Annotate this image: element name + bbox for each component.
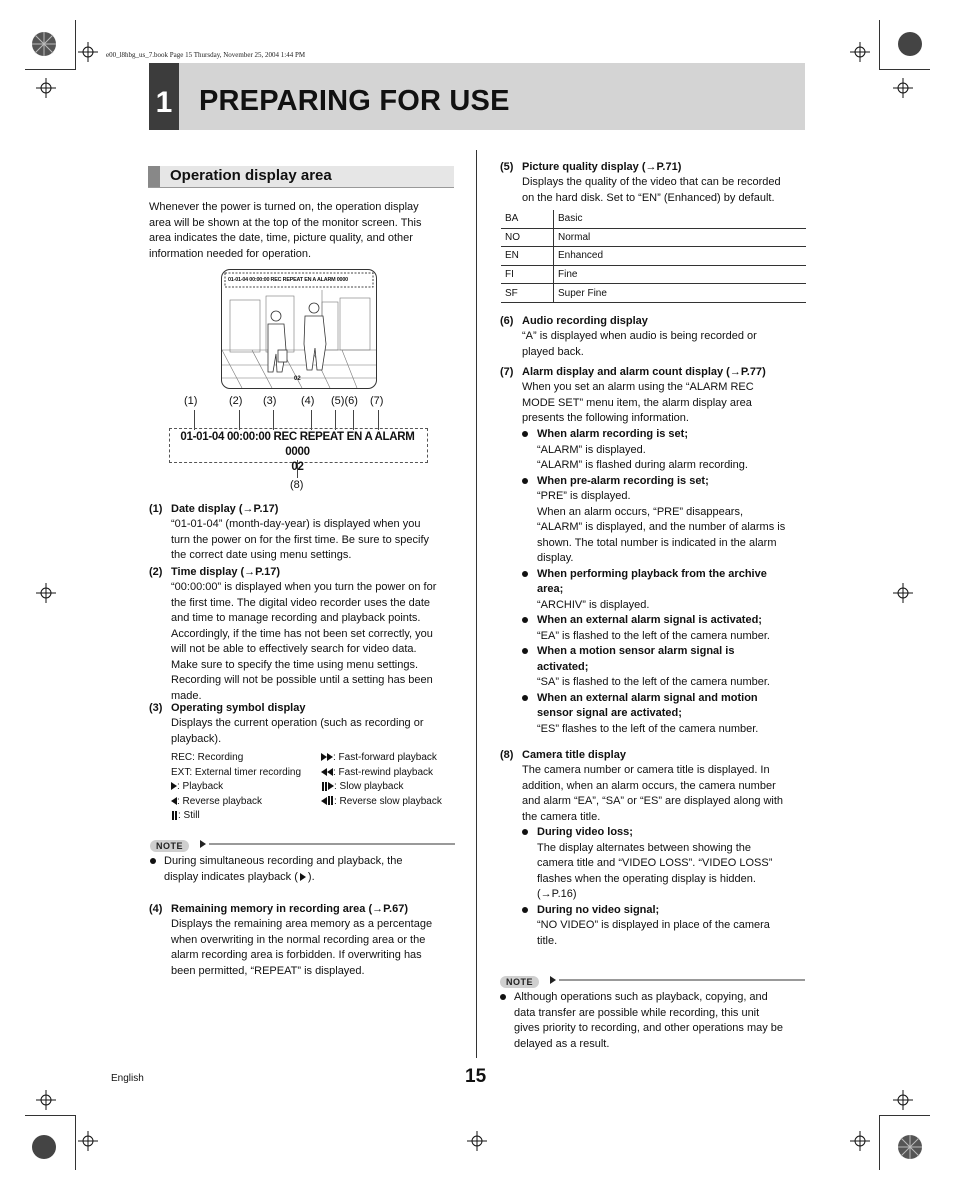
crop-mark — [75, 1115, 76, 1170]
callout-leader — [353, 410, 354, 430]
crosshair-icon — [850, 42, 870, 62]
note-rule — [559, 979, 805, 981]
callout-1: (1) — [184, 395, 198, 407]
bullet-icon — [522, 695, 528, 701]
item-remaining-memory: (4) Remaining memory in recording area (→P.67) Displays the remaining area memory as a percentage when overwriting in the normal recording area or the alarm recording area is forbidden. If overwriting has been permitted, “REPEAT” is displayed. — [149, 903, 433, 977]
list-item: When performing playback from the archive area; “ARCHIV” is displayed. — [522, 567, 812, 614]
registration-mark-icon — [30, 30, 58, 58]
bullet-icon — [522, 478, 528, 484]
crop-mark — [880, 69, 930, 70]
crosshair-icon — [893, 1090, 913, 1110]
bullet-icon — [522, 648, 528, 654]
crop-mark — [879, 1115, 880, 1170]
chapter-number: 1 — [149, 63, 179, 130]
bullet-icon — [522, 907, 528, 913]
callout-7: (7) — [370, 395, 384, 407]
list-item: When an external alarm signal is activated; “EA” is flashed to the left of the camera number. — [522, 613, 812, 644]
page-number: 15 — [465, 1066, 487, 1087]
item-picture-quality: (5) Picture quality display (→P.71) Displays the quality of the video that can be recorded on the hard disk. Set to “EN” (Enhanced) by default. — [500, 161, 781, 204]
bullet-icon — [522, 571, 528, 577]
crosshair-icon — [36, 583, 56, 603]
bullet-icon — [522, 617, 528, 623]
symbols-left-column: REC: Recording EXT: External timer recording : Playback : Reverse playback : Still — [171, 752, 302, 821]
callout-3: (3) — [263, 395, 277, 407]
callout-4: (4) — [301, 395, 315, 407]
table-row: SF Super Fine — [501, 284, 806, 303]
chapter-title: PREPARING FOR USE — [199, 85, 510, 117]
screen-camera-number: 02 — [294, 376, 301, 382]
list-item: When an external alarm signal and motion sensor signal are activated; “ES” flashes to the left of the camera number. — [522, 691, 812, 738]
callout-leader — [239, 410, 240, 430]
list-item: When pre-alarm recording is set; “PRE” is displayed. When an alarm occurs, “PRE” disappears, “ALARM” is displayed, and the number of alarms is shown. The total number is indicated in the alarm display. — [522, 474, 812, 567]
column-divider — [476, 150, 477, 1058]
bullet-icon — [500, 994, 506, 1000]
slow-play-icon — [321, 782, 328, 791]
footer-language: English — [111, 1073, 144, 1084]
callout-leader — [311, 410, 312, 430]
note-arrow-icon — [550, 976, 556, 984]
crosshair-icon — [893, 583, 913, 603]
book-meta-line: e00_l8hbg_us_7.book Page 15 Thursday, November 25, 2004 1:44 PM — [106, 51, 306, 59]
item-operating-symbol-display: (3) Operating symbol display Displays the current operation (such as recording or playback). — [149, 702, 424, 745]
list-item: When a motion sensor alarm signal is activated; “SA” is flashed to the left of the camera number. — [522, 644, 812, 691]
crosshair-icon — [36, 1090, 56, 1110]
crop-mark — [879, 20, 880, 70]
list-item: When alarm recording is set; “ALARM” is displayed. “ALARM” is flashed during alarm recording. — [522, 427, 812, 474]
camera-title-bullets — [522, 825, 812, 949]
table-row: BA Basic — [501, 210, 806, 228]
alarm-bullets — [522, 427, 812, 737]
crop-mark — [75, 20, 76, 70]
bullet-icon — [522, 829, 528, 835]
symbols-right-column: : Fast-forward playback : Fast-rewind playback : Slow playback : Reverse slow playback — [321, 751, 456, 809]
screen-osd-text: 01-01-04 00:00:00 REC REPEAT EN A ALARM 0000 — [228, 277, 348, 283]
crosshair-icon — [78, 1131, 98, 1151]
note-rule — [209, 843, 455, 845]
pause-icon — [171, 811, 178, 820]
callout-5-6: (5)(6) — [331, 395, 358, 407]
crop-mark — [25, 69, 75, 70]
item-camera-title: (8) Camera title display The camera number or camera title is displayed. In addition, when an alarm occurs, the camera number and alarm “EA”, “SA” or “ES” are displayed along with the camera title. — [500, 749, 784, 823]
item-alarm-display: (7) Alarm display and alarm count display (→P.77) When you set an alarm using the “ALARM REC MODE SET” menu item, the alarm display area presents the following information. — [500, 366, 766, 424]
callout-2: (2) — [229, 395, 243, 407]
table-row: NO Normal — [501, 228, 806, 247]
monitor-illustration — [221, 269, 377, 389]
note-arrow-icon — [200, 840, 206, 848]
table-row: EN Enhanced — [501, 247, 806, 266]
bullet-icon — [522, 431, 528, 437]
section-heading-marker — [148, 166, 160, 187]
note-label: NOTE — [150, 836, 189, 854]
callout-leader — [378, 410, 379, 430]
registration-mark-icon — [896, 1133, 924, 1161]
crosshair-icon — [36, 78, 56, 98]
callout-leader — [194, 410, 195, 430]
registration-mark-icon — [30, 1133, 58, 1161]
crosshair-icon — [850, 1131, 870, 1151]
note-label: NOTE — [500, 972, 539, 990]
registration-mark-icon — [896, 30, 924, 58]
item-audio-recording: (6) Audio recording display “A” is displayed when audio is being recorded or played back. — [500, 315, 757, 358]
intro-paragraph: Whenever the power is turned on, the operation display area will be shown at the top of the monitor screen. This area indicates the date, time, picture quality, and other information needed for operation. — [149, 201, 422, 260]
osd-enlarged-text: 01-01-04 00:00:00 REC REPEAT EN A ALARM 0000 02 — [180, 431, 415, 473]
section-title: Operation display area — [170, 167, 332, 184]
table-row: FI Fine — [501, 265, 806, 284]
play-icon — [300, 873, 306, 881]
list-item: During video loss; The display alternates between showing the camera title and “VIDEO LOSS”. “VIDEO LOSS” flashes when the operating display is hidden. (→P.16) — [522, 825, 812, 903]
bullet-icon — [150, 858, 156, 864]
callout-8: (8) — [290, 479, 304, 491]
note-1-text: During simultaneous recording and playback, the display indicates playback ( ). — [164, 855, 403, 883]
crop-mark — [880, 1115, 930, 1116]
list-item: During no video signal; “NO VIDEO” is displayed in place of the camera title. — [522, 903, 812, 950]
crosshair-icon — [467, 1131, 487, 1151]
item-date-display: (1) Date display (→P.17) “01-01-04” (month-day-year) is displayed when you turn the power on for the first time. Be sure to specify the correct date using menu settings. — [149, 503, 430, 561]
picture-quality-table — [501, 210, 806, 303]
crosshair-icon — [78, 42, 98, 62]
note-2-text: Although operations such as playback, copying, and data transfer are possible while recording, this unit gives priority to recording, and other operations may be delayed as a result. — [514, 991, 784, 1050]
callout-leader — [335, 410, 336, 430]
crop-mark — [25, 1115, 75, 1116]
item-time-display: (2) Time display (→P.17) “00:00:00” is displayed when you turn the power on for the first time. The digital video recorder uses the date and time to manage recording and playback points. Accordingly, if the time has not been set correctly, you will not be able to effectively search for video data. Make sure to specify the time using menu settings. Recording will not be possible until a setting has been made. — [149, 566, 437, 702]
crosshair-icon — [893, 78, 913, 98]
callout-leader — [273, 410, 274, 430]
